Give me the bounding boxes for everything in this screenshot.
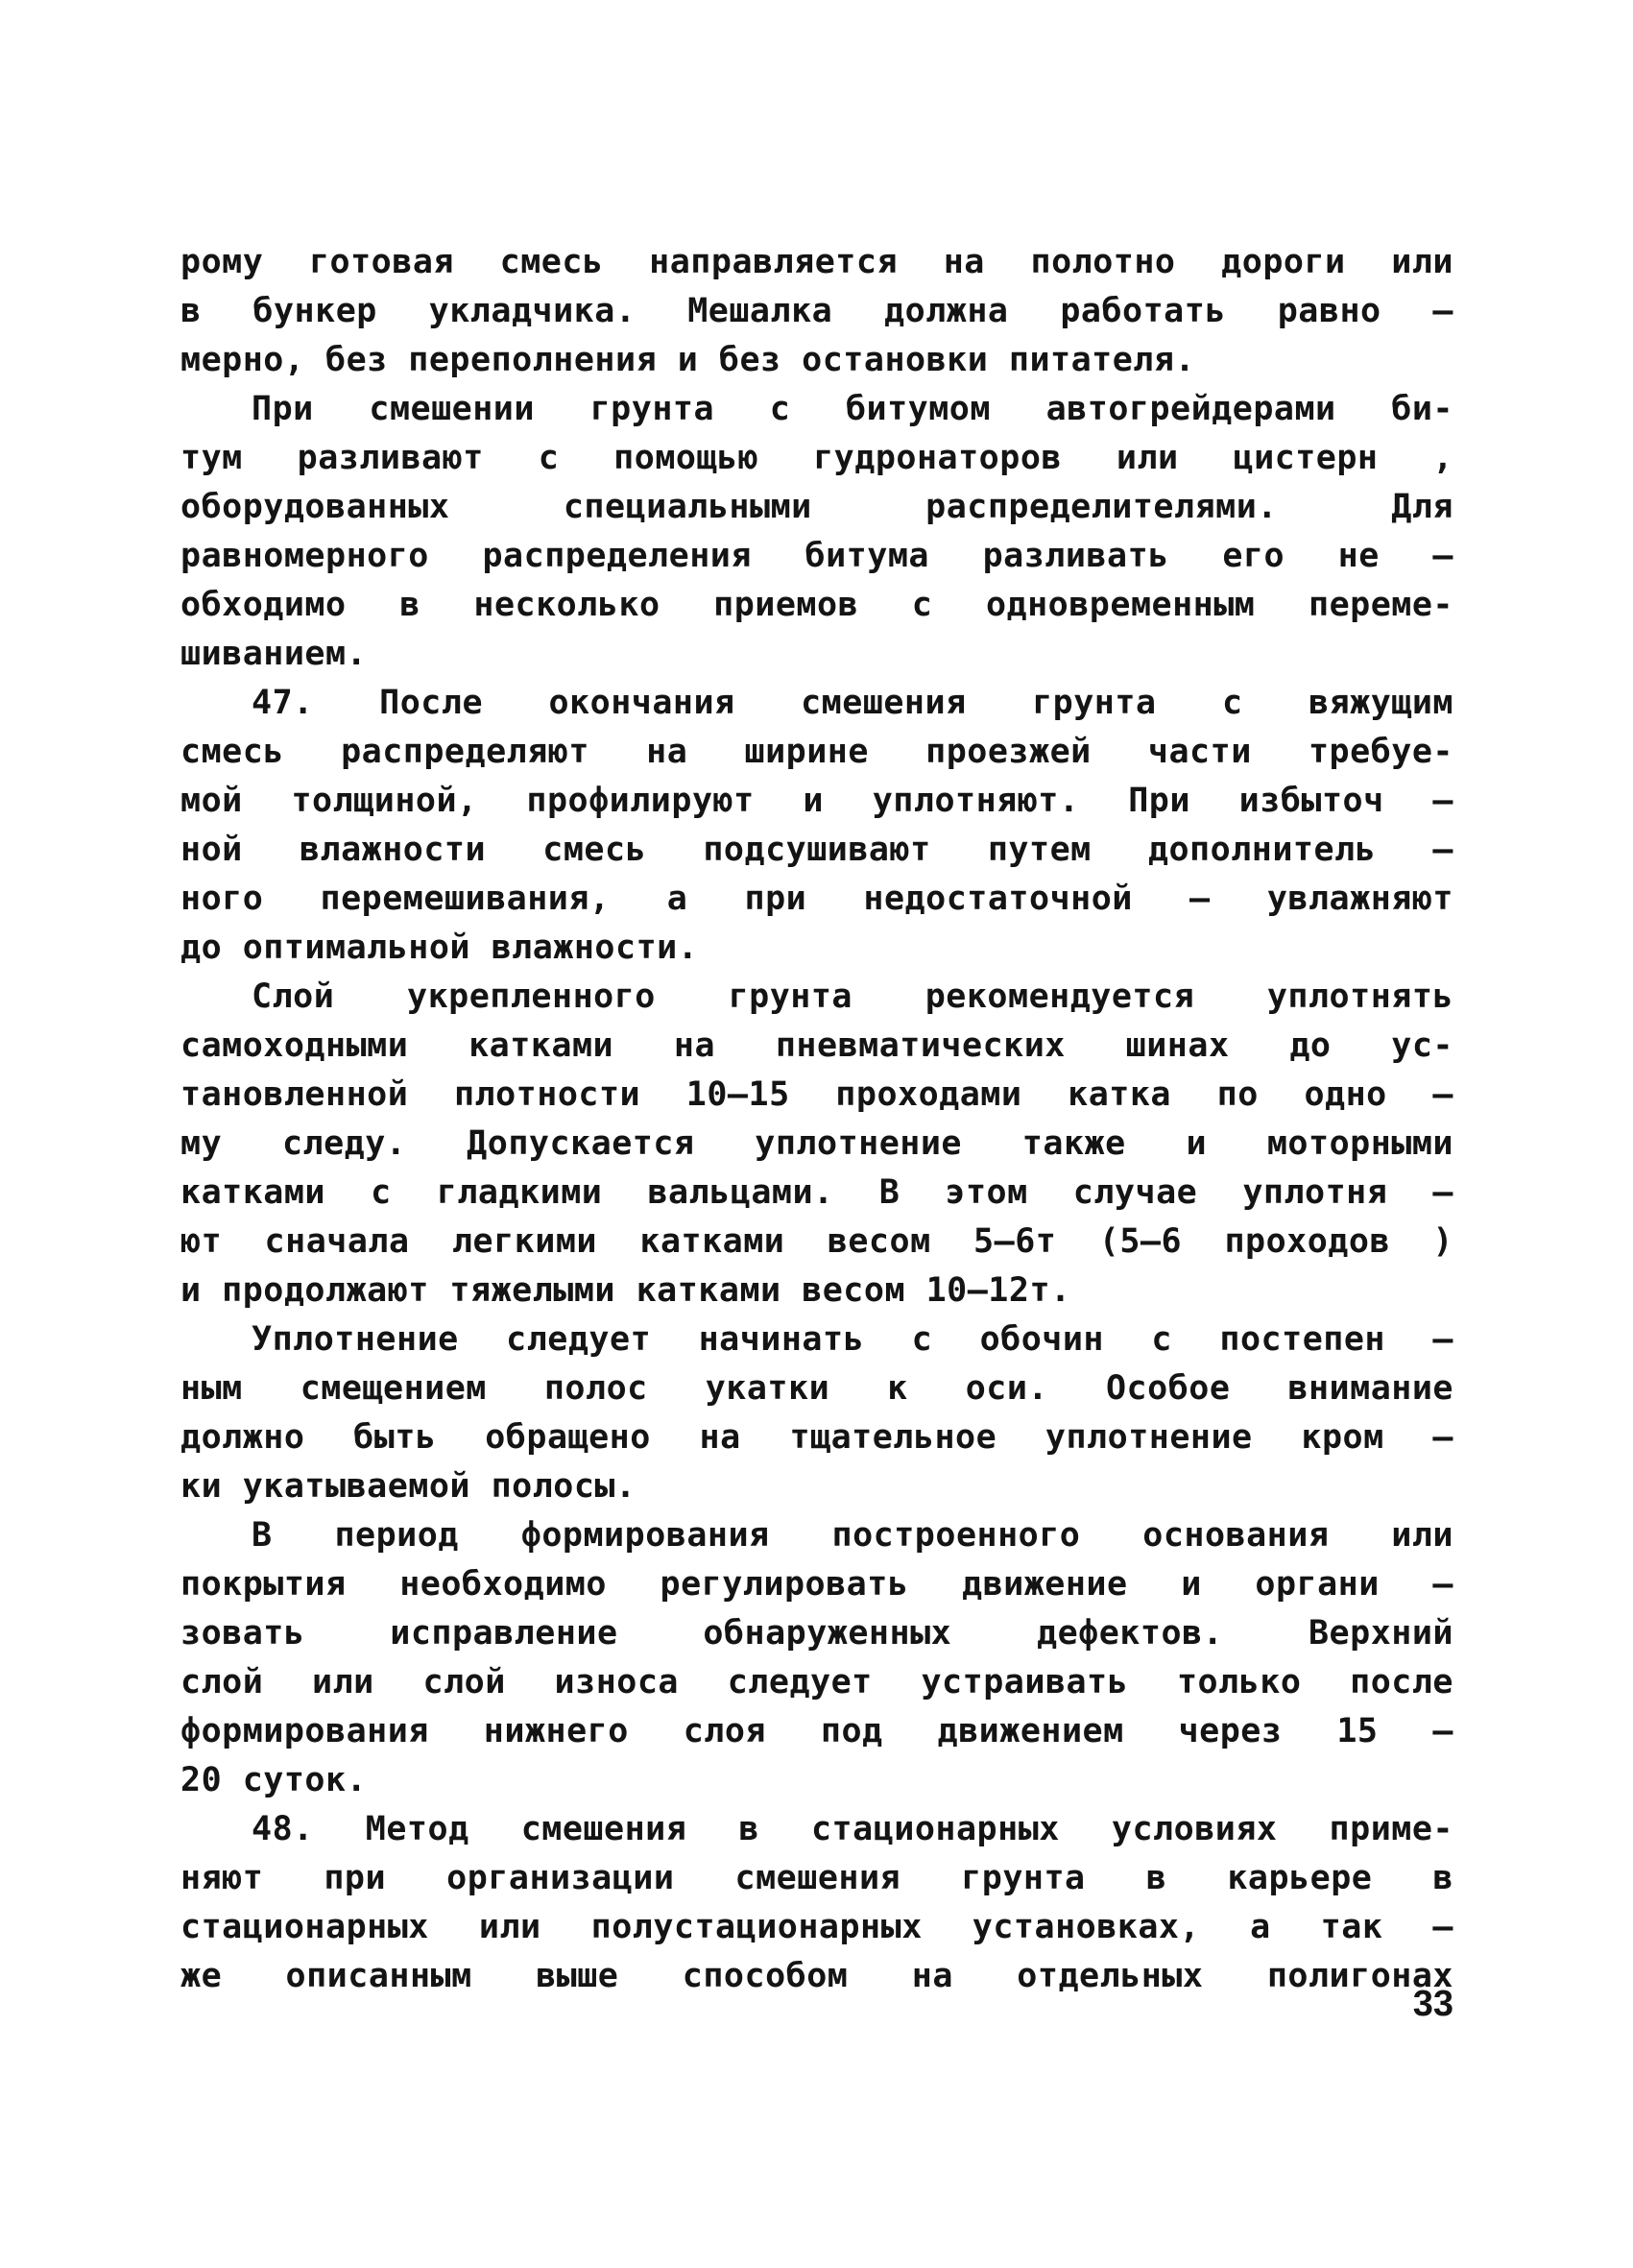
text-line: ного перемешивания, а при недостаточной – увлажняют <box>180 880 1453 918</box>
text-line: стационарных или полустационарных установках, а так – <box>180 1908 1453 1946</box>
body-text <box>180 238 1453 2001</box>
text-line: до оптимальной влажности. <box>180 929 699 967</box>
text-line: катками с гладкими вальцами. В этом случае уплотня – <box>180 1173 1453 1212</box>
text-line: ным смещением полос укатки к оси. Особое внимание <box>180 1369 1453 1408</box>
paragraph-first-line: 48. Метод смешения в стационарных условиях приме- <box>252 1810 1453 1848</box>
text-line: няют при организации смешения грунта в карьере в <box>180 1859 1453 1897</box>
text-line: ной влажности смесь подсушивают путем дополнитель – <box>180 831 1453 869</box>
text-line: самоходными катками на пневматических шинах до ус- <box>180 1026 1453 1065</box>
text-line: смесь распределяют на ширине проезжей части требуе- <box>180 733 1453 771</box>
text-line: зовать исправление обнаруженных дефектов. Верхний <box>180 1614 1453 1653</box>
text-line: му следу. Допускается уплотнение также и моторными <box>180 1124 1453 1163</box>
text-line: обходимо в несколько приемов с одновременным переме- <box>180 586 1453 624</box>
text-line: ют сначала легкими катками весом 5–6т (5–6 проходов ) <box>180 1222 1453 1261</box>
text-line: и продолжают тяжелыми катками весом 10–12т. <box>180 1271 1071 1310</box>
paragraph-first-line: В период формирования построенного основания или <box>252 1516 1453 1555</box>
text-line: же описанным выше способом на отдельных полигонах <box>180 1957 1453 1995</box>
text-line: тановленной плотности 10–15 проходами катка по одно – <box>180 1075 1453 1114</box>
text-line: мерно, без переполнения и без остановки питателя. <box>180 341 1196 379</box>
text-line: покрытия необходимо регулировать движение и органи – <box>180 1565 1453 1604</box>
text-line: должно быть обращено на тщательное уплотнение кром – <box>180 1418 1453 1457</box>
text-line: слой или слой износа следует устраивать только после <box>180 1663 1453 1701</box>
text-line: оборудованных специальными распределителями. Для <box>180 488 1453 526</box>
paragraph-first-line: Уплотнение следует начинать с обочин с постепен – <box>252 1320 1453 1359</box>
text-line: в бункер укладчика. Мешалка должна работать равно – <box>180 292 1453 330</box>
paragraph-first-line: 47. После окончания смешения грунта с вяжущим <box>252 684 1453 722</box>
text-line: ки укатываемой полосы. <box>180 1467 636 1506</box>
text-line: шиванием. <box>180 635 368 673</box>
text-line: равномерного распределения битума разливать его не – <box>180 537 1453 575</box>
page-number: 33 <box>1412 1984 1453 2024</box>
text-line: рому готовая смесь направляется на полотно дороги или <box>180 243 1453 281</box>
text-line: формирования нижнего слоя под движением через 15 – <box>180 1712 1453 1750</box>
paragraph-first-line: При смешении грунта с битумом автогрейдерами би- <box>252 390 1453 428</box>
paragraph-first-line: Слой укрепленного грунта рекомендуется уплотнять <box>252 977 1453 1016</box>
text-line: тум разливают с помощью гудронаторов или цистерн , <box>180 439 1453 477</box>
text-line: 20 суток. <box>180 1761 368 1799</box>
text-line: мой толщиной, профилируют и уплотняют. При избыточ – <box>180 782 1453 820</box>
